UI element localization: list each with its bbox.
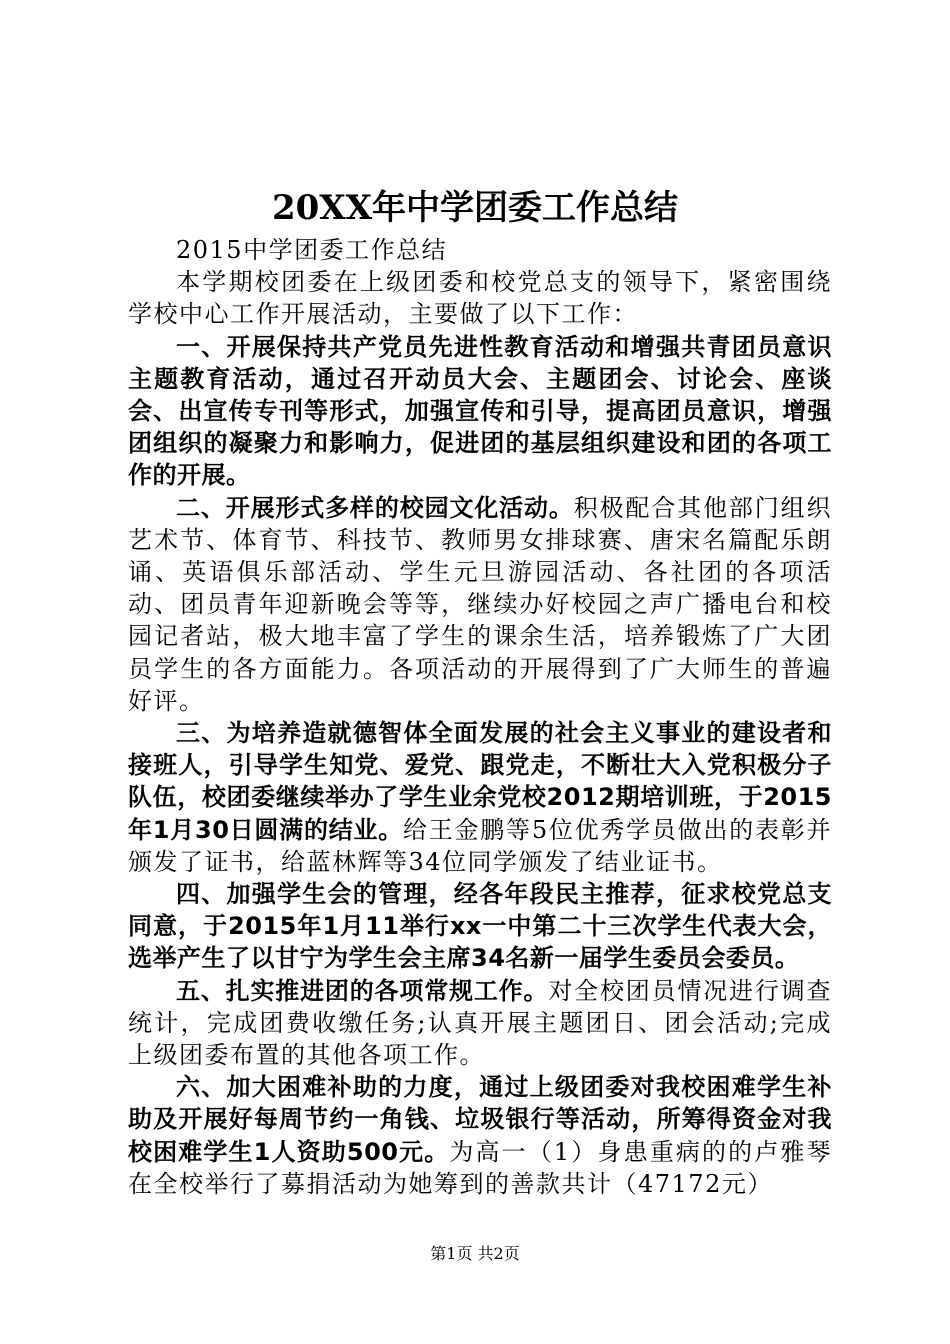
- document-subtitle: 2015中学团委工作总结: [176, 236, 448, 264]
- section-paragraph-1: [128, 331, 832, 492]
- intro-paragraph: 本学期校团委在上级团委和校党总支的领导下，紧密围绕学校中心工作开展活动，主要做了以下工作：: [128, 268, 832, 329]
- section-paragraph-3: [128, 717, 832, 878]
- section-3-text: 给王金鹏等5位优秀学员做出的表彰并颁发了证书，给蓝林辉等34位同学颁发了结业证书。: [128, 815, 832, 876]
- section-5-heading: 五、扎实推进团的各项常规工作。: [176, 976, 549, 1005]
- section-2-heading: 二、开展形式多样的校园文化活动。: [176, 493, 574, 522]
- section-paragraph-2: [128, 492, 832, 717]
- section-6-heading: 六、加大困难补助的力度，通过上级团委对我校困难学生补助及开展好每周节约一角钱、垃圾银行等活动，所筹得资金对我校困难学生1人资助500元。: [128, 1073, 832, 1166]
- section-paragraph-5: [128, 975, 832, 1072]
- section-6-text: 为高一（1）身患重病的的卢雅琴在全校举行了募捐活动为她筹到的善款共计（47172元）: [128, 1137, 833, 1198]
- page-number-footer: 第1页 共2页: [430, 1244, 520, 1263]
- section-4-heading: 四、加强学生会的管理，经各年段民主推荐，征求校党总支同意，于2015年1月11举行xx一中第二十三次学生代表大会，选举产生了以甘宁为学生会主席34名新一届学生委员会委员。: [128, 880, 832, 973]
- document-title: 20XX年中学团委工作总结: [271, 188, 679, 228]
- section-2-text: 积极配合其他部门组织艺术节、体育节、科技节、教师男女排球赛、唐宋名篇配乐朗诵、英语俱乐部活动、学生元旦游园活动、各社团的各项活动、团员青年迎新晚会等等，继续办好校园之声广播电台和校园记者站，极大地丰富了学生的课余生活，培养锻炼了广大团员学生的各方面能力。各项活动的开展得到了广大师生的普遍好评。: [128, 493, 833, 715]
- section-paragraph-6: [128, 1071, 832, 1200]
- section-paragraph-4: [128, 878, 832, 975]
- section-1-heading: 一、开展保持共产党员先进性教育活动和增强共青团员意识主题教育活动，通过召开动员大会、主题团会、讨论会、座谈会、出宣传专刊等形式，加强宣传和引导，提高团员意识，增强团组织的凝聚力和影响力，促进团的基层组织建设和团的各项工作的开展。: [128, 332, 832, 490]
- document-body: [128, 234, 832, 1200]
- section-3-heading: 三、为培养造就德智体全面发展的社会主义事业的建设者和接班人，引导学生知党、爱党、跟党走，不断壮大入党积极分子队伍，校团委继续举办了学生业余党校2012期培训班，于2015年1月30日圆满的结业。: [128, 719, 832, 844]
- section-5-text: 对全校团员情况进行调查统计，完成团费收缴任务;认真开展主题团日、团会活动;完成上级团委布置的其他各项工作。: [128, 976, 833, 1070]
